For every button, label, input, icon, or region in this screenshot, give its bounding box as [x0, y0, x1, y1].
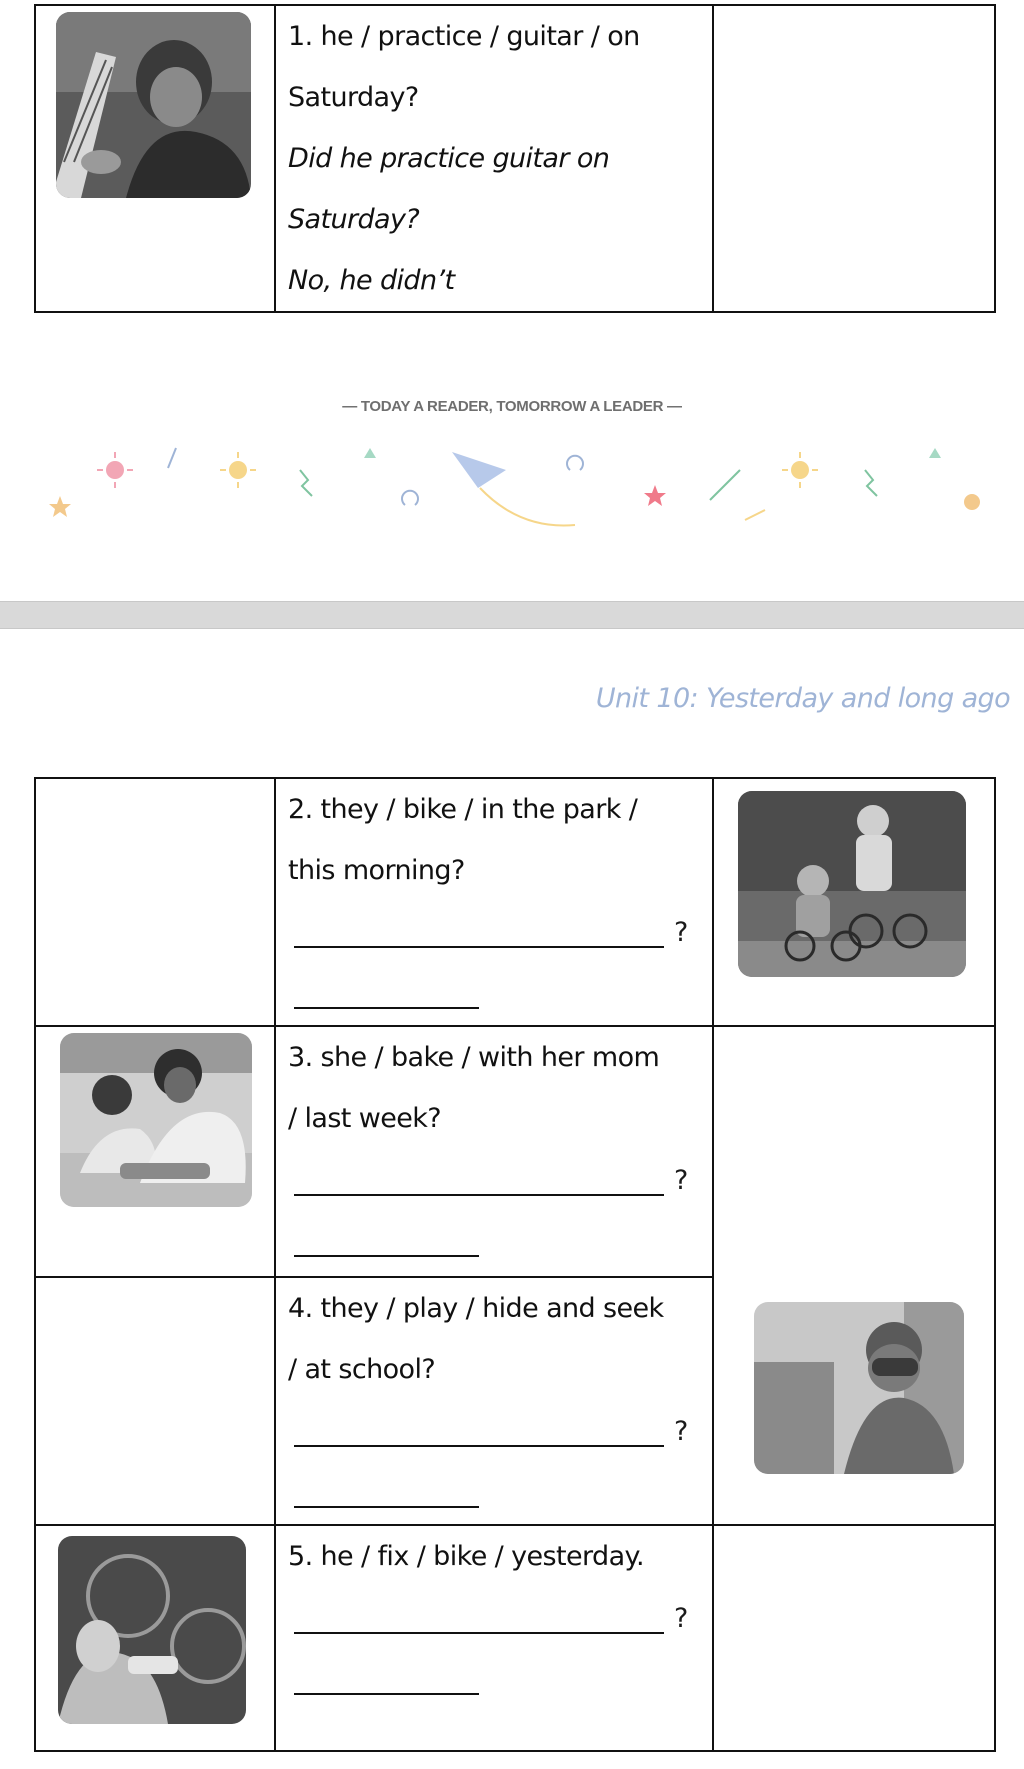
question-mark: ?: [674, 1416, 689, 1447]
photo-kids-biking: [738, 791, 966, 977]
exercise-1-short-answer: No, he didn’t: [288, 265, 455, 296]
exercise-5-question-blank[interactable]: [294, 1606, 664, 1634]
exercise-table-page2: [34, 777, 996, 1752]
paper-plane-icon: [452, 452, 575, 526]
exercise-4-cell: [275, 1277, 713, 1525]
empty-cell: [713, 5, 995, 312]
exercise-3-question-blank[interactable]: [294, 1168, 664, 1196]
exercise-2-prompt-line1: 2. they / bike / in the park /: [288, 794, 638, 825]
image-cell: [35, 5, 275, 312]
exercise-5-prompt-line1: 5. he / fix / bike / yesterday.: [288, 1541, 645, 1572]
star-icon: [49, 496, 71, 517]
sun-icon: [782, 452, 818, 488]
page-divider: [0, 601, 1024, 629]
footer-slogan: — TODAY A READER, TOMORROW A LEADER —: [342, 398, 682, 415]
exercise-3-cell: [275, 1026, 713, 1277]
exercise-4-answer-line: [276, 1461, 712, 1522]
exercise-3-question-line: [276, 1149, 712, 1210]
exercise-3-answer-blank[interactable]: [294, 1229, 479, 1257]
exercise-3-prompt-line1: 3. she / bake / with her mom: [288, 1042, 660, 1073]
exercise-3-answer-line: [276, 1210, 712, 1271]
photo-baking-with-mom: [60, 1033, 252, 1207]
exercise-4-question-line: [276, 1400, 712, 1461]
empty-cell: [713, 1525, 995, 1751]
exercise-4-question-blank[interactable]: [294, 1419, 664, 1447]
exercise-1-answer-question-line2: Saturday?: [288, 204, 420, 235]
photo-hide-and-seek: [754, 1302, 964, 1474]
image-cell: [713, 778, 995, 1026]
image-cell: [35, 1525, 275, 1751]
exercise-2-answer-line: [276, 962, 712, 1023]
exercise-2-question-blank[interactable]: [294, 920, 664, 948]
exercise-5-question-line: [276, 1587, 712, 1648]
exercise-1-prompt-line1: 1. he / practice / guitar / on: [288, 21, 640, 52]
exercise-3-prompt-line2: / last week?: [288, 1103, 442, 1134]
exercise-1-answer-question-line1: Did he practice guitar on: [288, 143, 610, 174]
exercise-2-answer-blank[interactable]: [294, 981, 479, 1009]
exercise-2-question-line: [276, 901, 712, 962]
exercise-2-prompt-line2: this morning?: [288, 855, 465, 886]
empty-cell: [35, 1277, 275, 1525]
exercise-2-cell: [275, 778, 713, 1026]
image-cell: [35, 1026, 275, 1277]
image-cell: [713, 1026, 995, 1525]
empty-cell: [35, 778, 275, 1026]
exercise-5-answer-blank[interactable]: [294, 1667, 479, 1695]
decorative-doodles: [0, 430, 1024, 540]
exercise-table-page1: [34, 4, 996, 313]
exercise-4-answer-blank[interactable]: [294, 1480, 479, 1508]
question-mark: ?: [674, 1603, 689, 1634]
exercise-5-answer-line: [276, 1648, 712, 1709]
question-mark: ?: [674, 1165, 689, 1196]
exercise-1-prompt-line2: Saturday?: [288, 82, 419, 113]
unit-header: Unit 10: Yesterday and long ago: [595, 683, 1010, 714]
photo-piano-boy: [56, 12, 251, 198]
exercise-4-prompt-line1: 4. they / play / hide and seek: [288, 1293, 664, 1324]
exercise-4-prompt-line2: / at school?: [288, 1354, 436, 1385]
exercise-1-cell: [275, 5, 713, 312]
question-mark: ?: [674, 917, 689, 948]
exercise-5-cell: [275, 1525, 713, 1751]
sun-icon: [220, 452, 256, 488]
sun-icon: [97, 452, 133, 488]
photo-fixing-bike: [58, 1536, 246, 1724]
